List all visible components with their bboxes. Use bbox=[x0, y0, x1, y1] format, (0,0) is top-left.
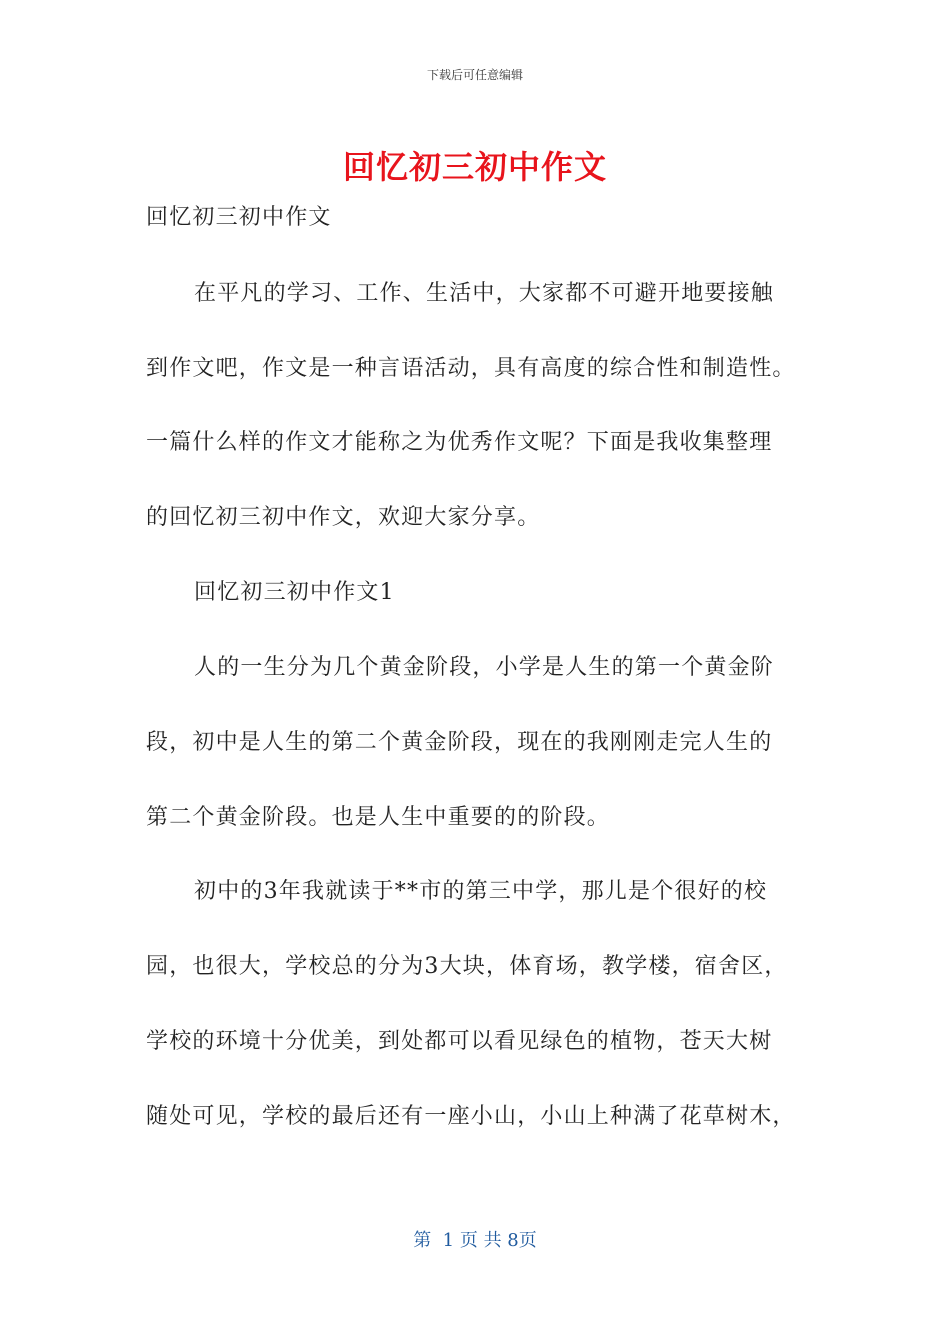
page-number-footer: 第 1 页 共 8页 bbox=[413, 1230, 537, 1251]
paragraph-line: 随处可见，学校的最后还有一座小山，小山上种满了花草树木， bbox=[146, 1104, 796, 1129]
paragraph-line: 初中的3年我就读于**市的第三中学，那儿是个很好的校 bbox=[194, 879, 768, 904]
section-heading: 回忆初三初中作文1 bbox=[194, 580, 395, 605]
paragraph-line: 第二个黄金阶段。也是人生中重要的的阶段。 bbox=[146, 805, 611, 830]
paragraph-line: 段，初中是人生的第二个黄金阶段，现在的我刚刚走完人生的 bbox=[146, 730, 773, 755]
paragraph-line: 的回忆初三初中作文，欢迎大家分享。 bbox=[146, 505, 541, 530]
paragraph-line: 到作文吧，作文是一种言语活动，具有高度的综合性和制造性。 bbox=[146, 356, 796, 381]
header-note: 下载后可任意编辑 bbox=[426, 68, 523, 82]
paragraph-line: 一篇什么样的作文才能称之为优秀作文呢？下面是我收集整理 bbox=[146, 430, 773, 455]
subtitle-line: 回忆初三初中作文 bbox=[146, 205, 332, 230]
paragraph-line: 在平凡的学习、工作、生活中，大家都不可避开地要接触 bbox=[194, 281, 775, 306]
paragraph-line: 学校的环境十分优美，到处都可以看见绿色的植物，苍天大树 bbox=[146, 1029, 773, 1054]
paragraph-line: 园，也很大，学校总的分为3大块，体育场，教学楼，宿舍区， bbox=[146, 954, 788, 979]
paragraph-line: 人的一生分为几个黄金阶段，小学是人生的第一个黄金阶 bbox=[194, 655, 775, 680]
document-title: 回忆初三初中作文 bbox=[342, 148, 607, 186]
